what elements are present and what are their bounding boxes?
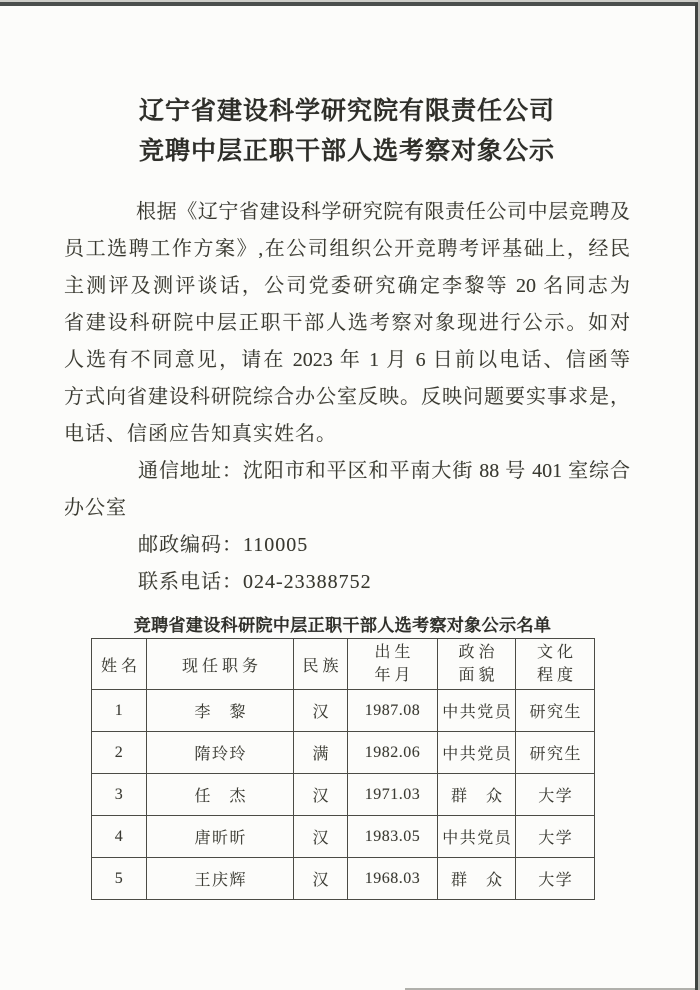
col-header-politics: [438, 639, 516, 690]
roster-caption: 竞聘省建设科研院中层正职干部人选考察对象公示名单: [133, 616, 552, 635]
col-header-politics-line2: 面貌: [458, 667, 499, 684]
contact-address-line: 通信地址：沈阳市和平区和平南大街 88 号 401 室综合: [138, 460, 630, 482]
cell-name: 唐昕昕: [147, 816, 294, 858]
col-header-name: 姓名: [92, 639, 147, 690]
table-row: [92, 816, 595, 858]
roster-header-row: [92, 639, 595, 690]
contact-postcode-line: 邮政编码：110005: [138, 534, 309, 556]
cell-name: 王庆辉: [147, 858, 294, 900]
cell-politics: 群 众: [438, 774, 516, 816]
table-row: [92, 774, 595, 816]
col-header-ethnicity: 民族: [294, 639, 348, 690]
body-line: 省建设科研院中层正职干部人选考察对象现进行公示。如对: [64, 312, 630, 334]
cell-education: 研究生: [516, 732, 595, 774]
table-row: [92, 732, 595, 774]
cell-education: 研究生: [516, 690, 595, 732]
table-row: [92, 858, 595, 900]
cell-name: 李 黎: [147, 690, 294, 732]
body-line: 主测评及测评谈话，公司党委研究确定李黎等 20 名同志为: [64, 275, 630, 297]
document-body: [64, 194, 630, 601]
cell-seq: 1: [92, 690, 147, 732]
cell-birthdate: 1968.03: [348, 858, 438, 900]
cell-seq: 5: [92, 858, 147, 900]
col-header-education: [516, 639, 595, 690]
cell-ethnicity: 满: [294, 732, 348, 774]
col-header-birth-line2: 年月: [374, 667, 415, 684]
cell-ethnicity: 汉: [294, 858, 348, 900]
cell-education: 大学: [516, 816, 595, 858]
roster-table: [91, 638, 595, 900]
cell-politics: 群 众: [438, 858, 516, 900]
body-line: 根据《辽宁省建设科学研究院有限责任公司中层竞聘及: [136, 201, 630, 223]
contact-address-continuation: 办公室: [64, 497, 127, 519]
cell-education: 大学: [516, 858, 595, 900]
body-line: 员工选聘工作方案》,在公司组织公开竞聘考评基础上，经民: [64, 238, 630, 260]
table-row: [92, 690, 595, 732]
cell-seq: 2: [92, 732, 147, 774]
document-title: [64, 92, 630, 172]
body-line: 方式向省建设科研院综合办公室反映。反映问题要实事求是，: [64, 386, 630, 408]
cell-birthdate: 1987.08: [348, 690, 438, 732]
cell-politics: 中共党员: [438, 690, 516, 732]
scan-top-edge-dark: [0, 2, 700, 6]
cell-ethnicity: 汉: [294, 690, 348, 732]
cell-seq: 3: [92, 774, 147, 816]
cell-ethnicity: 汉: [294, 774, 348, 816]
col-header-birth-line1: 出生: [374, 644, 415, 661]
col-header-politics-line1: 政治: [458, 644, 499, 661]
col-header-position: 现任职务: [147, 639, 294, 690]
cell-seq: 4: [92, 816, 147, 858]
cell-birthdate: 1971.03: [348, 774, 438, 816]
cell-birthdate: 1983.05: [348, 816, 438, 858]
cell-name: 隋玲玲: [147, 732, 294, 774]
cell-politics: 中共党员: [438, 816, 516, 858]
cell-name: 任 杰: [147, 774, 294, 816]
col-header-education-line2: 程度: [536, 667, 577, 684]
cell-ethnicity: 汉: [294, 816, 348, 858]
document-title-line2: 竞聘中层正职干部人选考察对象公示: [138, 138, 555, 165]
body-line: 电话、信函应告知真实姓名。: [64, 423, 337, 445]
cell-birthdate: 1982.06: [348, 732, 438, 774]
col-header-birth: [348, 639, 438, 690]
body-line: 人选有不同意见，请在 2023 年 1 月 6 日前以电话、信函等: [64, 349, 630, 371]
col-header-education-line1: 文化: [536, 644, 577, 661]
cell-education: 大学: [516, 774, 595, 816]
cell-politics: 中共党员: [438, 732, 516, 774]
document-title-line1: 辽宁省建设科学研究院有限责任公司: [138, 98, 555, 125]
contact-phone-line: 联系电话：024-23388752: [138, 571, 372, 593]
